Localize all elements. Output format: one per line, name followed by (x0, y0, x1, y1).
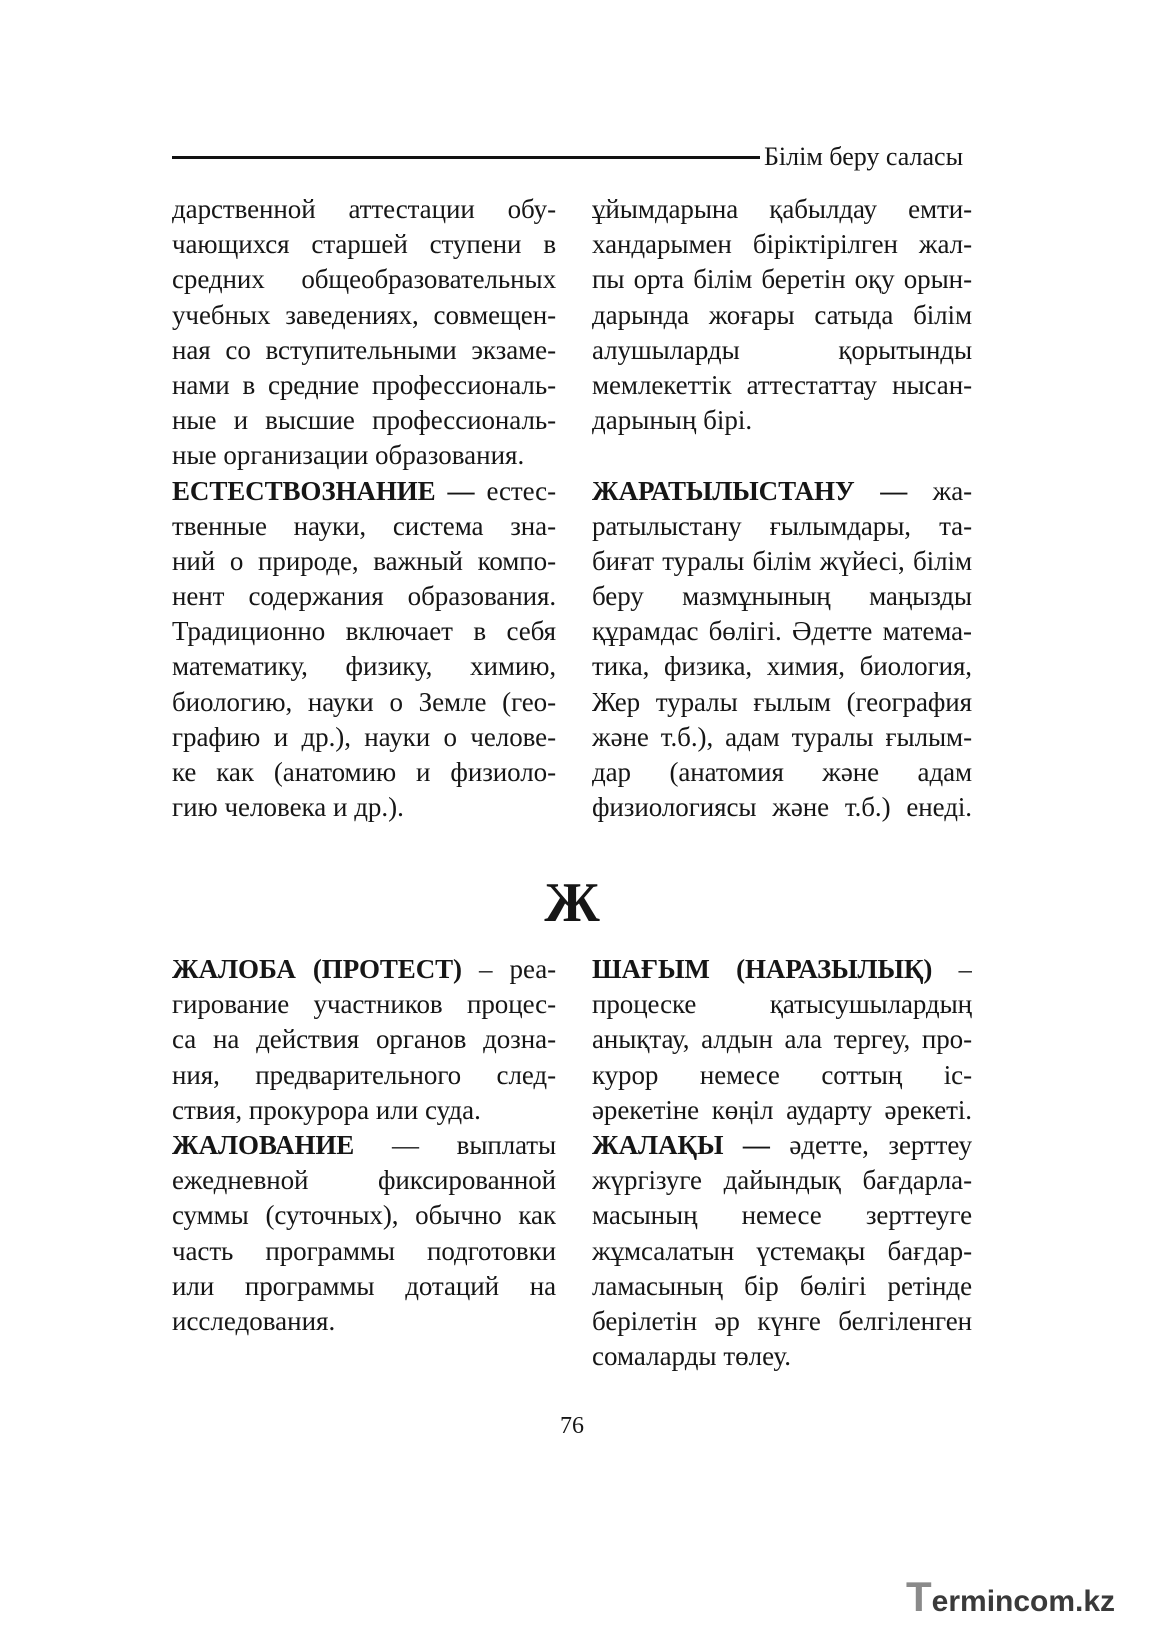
text-line-content (592, 581, 972, 611)
text-line-content (172, 511, 556, 541)
line-text: часть программы подготовки (172, 1235, 556, 1266)
line-text: графию и др.), науки о челове- (172, 721, 556, 752)
text-line (172, 1198, 556, 1233)
text-line-content (592, 989, 972, 1019)
text-line (592, 614, 972, 649)
text-line (172, 1093, 556, 1128)
text-line-content (172, 1200, 556, 1230)
text-line (592, 952, 972, 987)
text-line-content (592, 1341, 791, 1371)
text-line (592, 227, 972, 262)
line-text: нент содержания образования. (172, 581, 556, 612)
text-line-content (172, 229, 556, 259)
column-top-left (172, 192, 556, 825)
text-line (172, 1304, 556, 1339)
text-line-content (592, 651, 972, 681)
text-line-content (592, 1200, 972, 1230)
text-line (592, 755, 972, 790)
text-line (172, 1234, 556, 1269)
text-line-content (172, 1060, 556, 1090)
text-line-content (592, 264, 972, 294)
text-line (592, 1093, 972, 1128)
text-line (172, 987, 556, 1022)
text-line-content (172, 264, 556, 294)
text-line (592, 720, 972, 755)
entry-term: ЖАЛОВАНИЕ (172, 1129, 355, 1160)
line-text: гирование участников процес- (172, 989, 556, 1020)
line-text: мемлекеттік аттестаттау нысан- (592, 369, 972, 400)
line-text: Традиционно включает в себя (172, 616, 556, 647)
text-line-content (592, 954, 972, 984)
text-line (592, 509, 972, 544)
line-text: ний о природе, важный компо- (172, 545, 556, 576)
line-text: сомаларды төлеу. (592, 1341, 791, 1372)
line-text: ежедневной фиксированной (172, 1165, 556, 1196)
line-text: берілетін әр күнге белгіленген (592, 1305, 972, 1336)
line-text: курор немесе соттың іс- (592, 1059, 972, 1090)
column-bottom-right (592, 952, 972, 1374)
text-line-content (172, 300, 556, 330)
section-letter: Ж (544, 872, 600, 934)
text-line (592, 333, 972, 368)
text-line-content (172, 476, 556, 506)
text-line-content (592, 687, 972, 717)
text-line-content (592, 1060, 972, 1090)
text-line (592, 1234, 972, 1269)
column-bottom-left (172, 952, 556, 1339)
line-text: естес- (474, 475, 556, 506)
line-text: жа- (907, 475, 972, 506)
text-line-content (592, 1095, 972, 1125)
text-line (592, 298, 972, 333)
text-line (172, 649, 556, 684)
text-line-content (592, 546, 972, 576)
text-line (592, 579, 972, 614)
text-line (172, 227, 556, 262)
line-text: математику, физику, химию, (172, 651, 556, 682)
dictionary-entry (592, 1128, 972, 1374)
line-text: ратылыстану ғылымдары, та- (592, 510, 972, 541)
text-line-content (172, 616, 556, 646)
dictionary-entry (172, 192, 556, 474)
text-line (172, 579, 556, 614)
line-text: ния, предварительного след- (172, 1059, 556, 1090)
line-text: физиологиясы және т.б.) енеді. (592, 792, 972, 823)
line-text: әдетте, зерттеу (769, 1129, 972, 1160)
text-line-content (592, 370, 972, 400)
watermark-text: Termincom.kz (906, 1573, 1116, 1620)
text-line-content (592, 1306, 972, 1336)
text-line-content (172, 440, 524, 470)
text-line (592, 192, 972, 227)
text-line (592, 1058, 972, 1093)
line-text: исследования. (172, 1305, 336, 1336)
text-line (172, 755, 556, 790)
text-line (172, 509, 556, 544)
line-text: чающихся старшей ступени в (172, 229, 556, 260)
line-text: са на действия органов дозна- (172, 1024, 556, 1055)
text-line-content (172, 370, 556, 400)
text-line (172, 368, 556, 403)
entry-term: ШАҒЫМ (НАРАЗЫЛЫҚ) (592, 954, 933, 984)
text-line-content (592, 792, 972, 822)
text-line-content (172, 546, 556, 576)
text-line-content (592, 194, 972, 224)
dictionary-entry (172, 1128, 556, 1339)
text-line-content (592, 1271, 972, 1301)
text-line-content (592, 405, 752, 435)
text-line (172, 438, 556, 473)
text-line (172, 474, 556, 509)
text-line-content (172, 722, 556, 752)
text-line (172, 298, 556, 333)
line-text: учебных заведениях, совмещен- (172, 299, 556, 330)
line-text: жұмсалатын үстемақы бағдар- (592, 1235, 972, 1266)
text-line-content (592, 511, 972, 541)
text-line-content (592, 722, 972, 752)
text-line-content (592, 1236, 972, 1266)
text-line-content (172, 1095, 481, 1125)
line-text: ұйымдарына қабылдау емти- (592, 194, 972, 224)
site-watermark-logo (906, 1574, 1115, 1620)
text-line (172, 1022, 556, 1057)
text-line (172, 1058, 556, 1093)
text-line-content (172, 687, 556, 717)
line-text: пы орта білім беретін оқу орын- (592, 264, 972, 295)
line-text: – реа- (461, 954, 556, 984)
line-text: — выплаты (354, 1129, 556, 1160)
line-text: тика, физика, химия, биология, (592, 651, 972, 682)
text-line (592, 368, 972, 403)
text-line (592, 1304, 972, 1339)
text-line (172, 790, 556, 825)
text-line (592, 1163, 972, 1198)
text-line-content (172, 335, 556, 365)
text-line (172, 1163, 556, 1198)
text-line-content (592, 300, 972, 330)
text-line (172, 192, 556, 227)
entry-term: ЖАЛОБА (ПРОТЕСТ) (172, 954, 462, 984)
text-line (592, 987, 972, 1022)
text-line-content (172, 792, 404, 822)
line-text: алушыларды қорытынды (592, 334, 972, 365)
dictionary-entry (592, 474, 972, 826)
line-text: нами в средние профессиональ- (172, 369, 556, 400)
text-line (172, 262, 556, 297)
line-text: жүргізуге дайындық бағдарла- (592, 1165, 972, 1196)
entry-term: ЖАЛАҚЫ — (592, 1129, 770, 1160)
text-line-content (592, 757, 972, 787)
text-line-content (592, 1130, 972, 1160)
text-line-content (172, 581, 556, 611)
line-text: және т.б.), адам туралы ғылым- (592, 721, 972, 752)
line-text: хандарымен біріктірілген жал- (592, 229, 972, 260)
text-line (592, 790, 972, 825)
text-line-content (172, 651, 556, 681)
line-text: ламасының бір бөлігі ретінде (592, 1270, 972, 1301)
text-line (172, 614, 556, 649)
text-line (592, 1339, 972, 1374)
text-line (592, 685, 972, 720)
line-text: әрекетіне көңіл аударту әрекеті. (592, 1094, 972, 1125)
text-line-content (172, 757, 556, 787)
entry-term: ЖАРАТЫЛЫСТАНУ — (592, 475, 908, 506)
text-line-content (172, 194, 556, 224)
line-text: құрамдас бөлігі. Әдетте матема- (592, 616, 972, 647)
text-line-content (592, 616, 972, 646)
text-line-content (172, 1236, 556, 1266)
text-line-content (592, 476, 972, 506)
text-line-content (172, 989, 556, 1019)
text-line (592, 1022, 972, 1057)
line-text: анықтау, алдын ала тергеу, про- (592, 1024, 972, 1055)
text-line-content (172, 1306, 335, 1336)
line-text: – (932, 954, 972, 984)
line-text: гию человека и др.). (172, 792, 404, 823)
text-line-content (592, 229, 972, 259)
line-text: дарында жоғары сатыда білім (592, 299, 972, 330)
text-line (172, 952, 556, 987)
header-rule (172, 156, 760, 159)
dictionary-entry (592, 952, 972, 1128)
text-line (592, 1198, 972, 1233)
running-head: Білім беру саласы (764, 142, 964, 171)
line-text: биологию, науки о Земле (гео- (172, 686, 556, 717)
text-line-content (172, 1024, 556, 1054)
text-line-content (172, 1165, 556, 1195)
dictionary-entry (592, 192, 972, 438)
dictionary-entry (172, 952, 556, 1128)
text-line (172, 544, 556, 579)
text-line (592, 1128, 972, 1163)
line-text: Жер туралы ғылым (география (592, 686, 972, 717)
text-line-content (592, 1024, 972, 1054)
line-text: дар (анатомия және адам (592, 757, 972, 787)
text-line (172, 720, 556, 755)
text-line (172, 1128, 556, 1163)
entry-term: ЕСТЕСТВОЗНАНИЕ — (172, 475, 475, 506)
line-text: дарственной аттестации обу- (172, 194, 556, 224)
line-text: твенные науки, система зна- (172, 510, 556, 541)
text-line (172, 1269, 556, 1304)
text-line-content (172, 1271, 556, 1301)
text-line (592, 403, 972, 438)
text-line-content (172, 405, 556, 435)
text-line (172, 685, 556, 720)
line-text: ные организации образования. (172, 440, 525, 471)
text-line (592, 544, 972, 579)
column-top-right (592, 192, 972, 825)
text-line (592, 474, 972, 509)
text-line (172, 403, 556, 438)
line-text: ке как (анатомию и физиоло- (172, 757, 556, 787)
text-line-content (592, 335, 972, 365)
text-line-content (172, 954, 556, 984)
line-text: или программы дотаций на (172, 1270, 556, 1301)
line-text: ные и высшие профессиональ- (172, 405, 556, 436)
line-text: биғат туралы білім жүйесі, білім (592, 545, 972, 576)
text-line (592, 262, 972, 297)
page-number: 76 (560, 1413, 584, 1439)
line-text: дарының бірі. (592, 405, 753, 436)
text-line-content (172, 1130, 556, 1160)
line-text: процеске қатысушылардың (592, 989, 972, 1020)
line-text: средних общеобразовательных (172, 264, 556, 295)
line-text: ная со вступительными экзаме- (172, 334, 556, 365)
text-line (592, 649, 972, 684)
text-line (172, 333, 556, 368)
line-text: ствия, прокурора или суда. (172, 1094, 481, 1125)
line-text: масының немесе зерттеуге (592, 1200, 972, 1231)
text-line-content (592, 1165, 972, 1195)
dictionary-entry (172, 474, 556, 826)
text-line (592, 1269, 972, 1304)
line-text: беру мазмұнының маңызды (592, 581, 972, 612)
line-text: суммы (суточных), обычно как (172, 1200, 556, 1231)
